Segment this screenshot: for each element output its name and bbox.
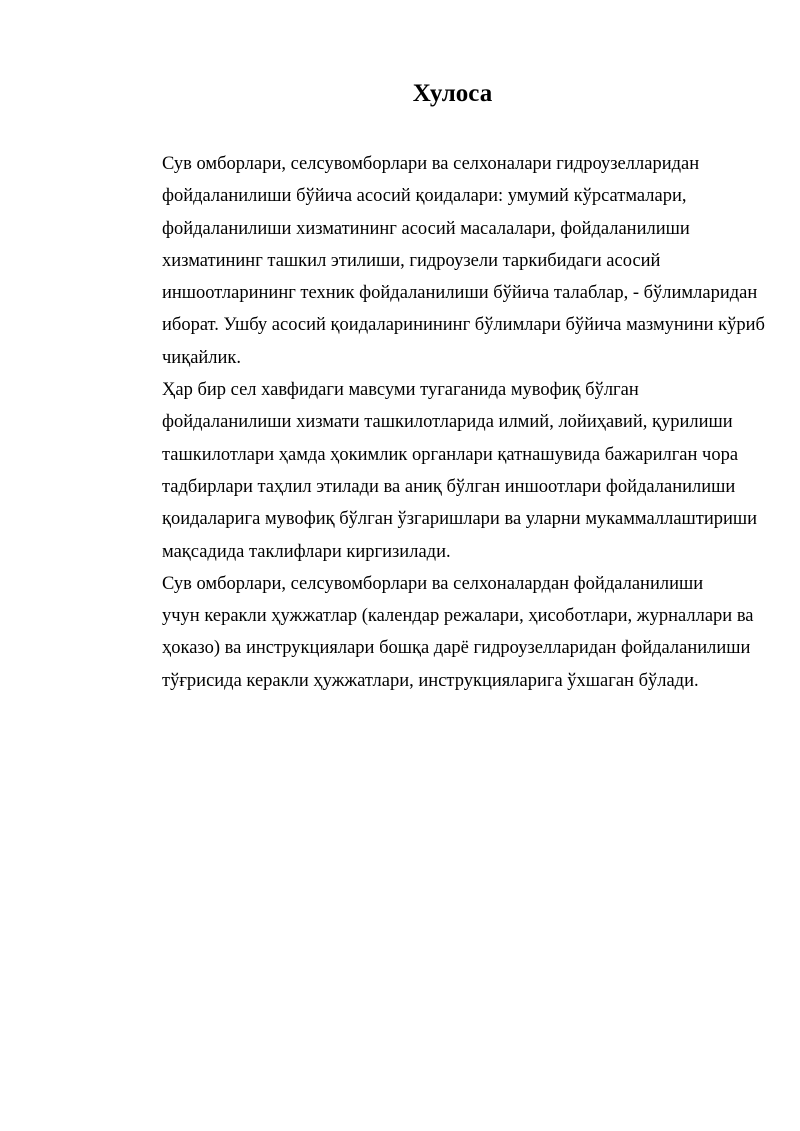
text-line: фойдаланилиши бўйича асосий қоидалари: умумий кўрсатмалари, — [162, 186, 687, 207]
text-line: Сув омборлари, селсувомборлари ва селхоналари гидроузелларидан — [162, 154, 700, 174]
text-line: фойдаланилиши хизматининг асосий масалалари, фойдаланилиши — [162, 218, 690, 239]
text-line: учун керакли ҳужжатлар (календар режалари, ҳисоботлари, журналлари ва — [162, 606, 754, 627]
paragraph-2 — [115, 374, 758, 568]
text-line: тўғрисида керакли ҳужжатлари, инструкцияларига ўхшаган бўлади. — [162, 670, 699, 691]
text-line: ҳоказо) ва инструкциялари бошқа дарё гидроузелларидан фойдаланилиши — [162, 638, 751, 659]
text-line: иншоотларининг техник фойдаланилиши бўйича талаблар, - бўлимларидан — [162, 283, 758, 304]
text-line: тадбирлари таҳлил этилади ва аниқ бўлган иншоотлари фойдаланилиши — [162, 476, 736, 497]
document-title: Хулоса — [412, 80, 493, 107]
text-line: хизматининг ташкил этилиши, гидроузели таркибидаги асосий — [162, 250, 661, 271]
text-line: Сув омборлари, селсувомборлари ва селхоналардан фойдаланилиши — [162, 573, 704, 594]
paragraph-1 — [115, 148, 765, 374]
text-line: Ҳар бир сел хавфидаги мавсуми тугаганида мувофиқ бўлган — [162, 380, 639, 401]
text-line: фойдаланилиши хизмати ташкилотларида илмий, лойиҳавий, қурилиши — [162, 412, 733, 433]
paragraph-3 — [115, 568, 754, 697]
text-line: иборат. Ушбу асосий қоидаларинининг бўлимлари бўйича мазмунини кўриб — [162, 315, 765, 336]
text-line: ташкилотлари ҳамда ҳокимлик органлари қатнашувида бажарилган чора — [162, 444, 739, 465]
text-line: чиқайлик. — [162, 347, 242, 368]
text-line: қоидаларига мувофиқ бўлган ўзгаришлари ва уларни мукаммаллаштириши — [162, 509, 758, 530]
document-body — [115, 148, 765, 697]
text-line: мақсадида таклифлари киргизилади. — [162, 541, 451, 562]
